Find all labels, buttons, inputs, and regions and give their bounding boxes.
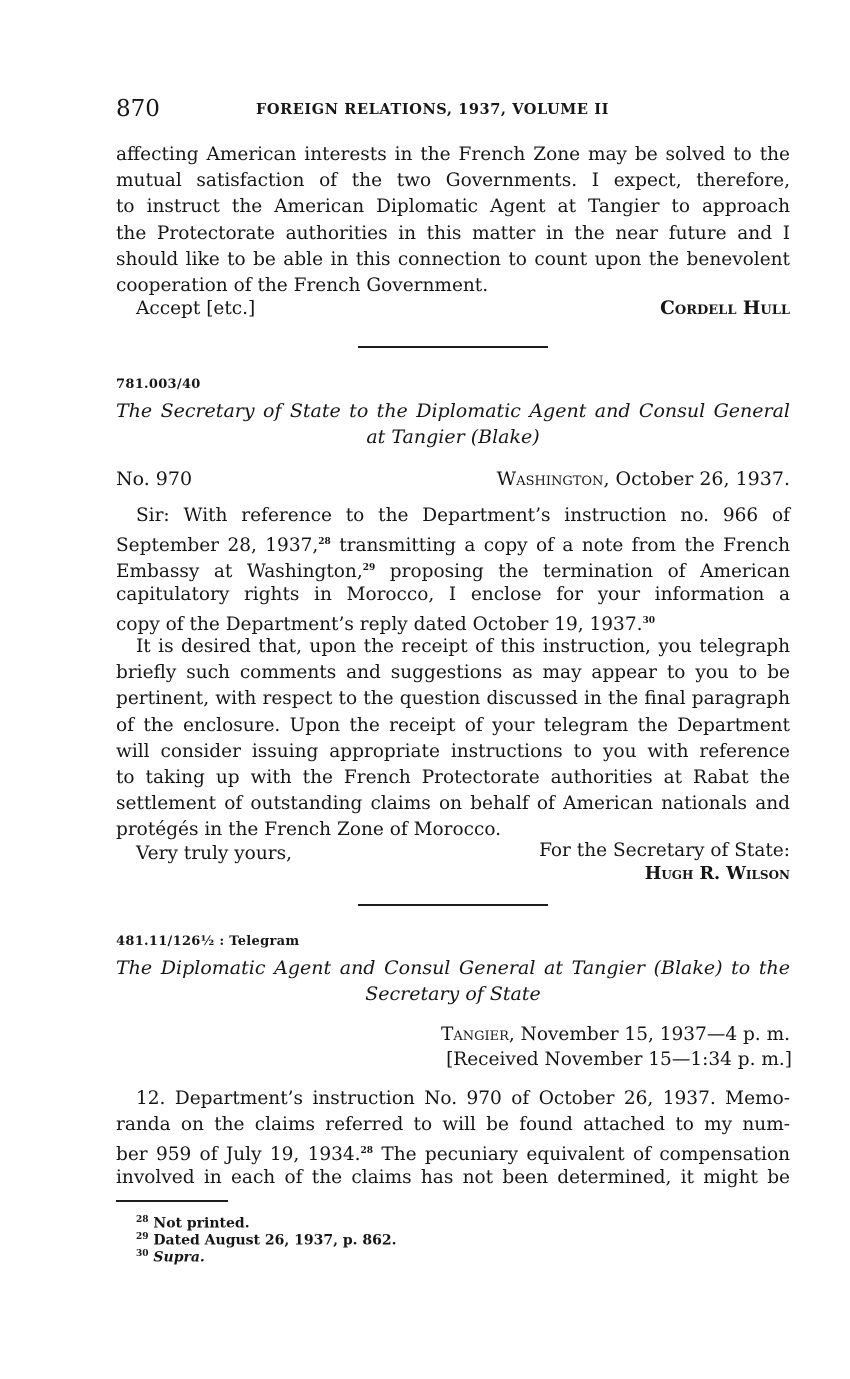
footnote-mark: 30 bbox=[136, 1249, 149, 1259]
text-segment: proposing the termination of American bbox=[375, 561, 790, 583]
footnote-text: Dated August 26, 1937, p. 862. bbox=[153, 1232, 397, 1249]
file-number: 481.11/126½ : Telegram bbox=[116, 934, 300, 949]
text-line: Sir: With reference to the Department’s instruction no. 966 of bbox=[136, 505, 790, 526]
footnote-ref: 30 bbox=[642, 615, 656, 626]
text-line: mutual satisfaction of the two Governments. I expect, therefore, bbox=[116, 170, 790, 192]
text-line: involved in each of the claims has not been determined, it might be bbox=[116, 1166, 790, 1188]
telegram-dateline bbox=[441, 1024, 790, 1045]
text-line: pertinent, with respect to the question discussed in the final paragraph bbox=[116, 688, 790, 710]
for-secretary-line: For the Secretary of State: bbox=[539, 840, 790, 861]
text-line: 12. Department’s instruction No. 970 of October 26, 1937. Memo- bbox=[136, 1088, 790, 1109]
document-title bbox=[116, 955, 790, 1007]
dateline-date: , November 15, 1937—4 p. m. bbox=[508, 1024, 790, 1045]
footnote-30 bbox=[136, 1246, 205, 1267]
signature-cordell-hull: Cordell Hull bbox=[660, 298, 790, 319]
text-line: briefly such comments and suggestions as may appear to you to be bbox=[116, 662, 790, 684]
footnote-ref: 28 bbox=[360, 1146, 374, 1157]
dateline-date: , October 26, 1937. bbox=[603, 468, 790, 490]
text-line: randa on the claims referred to will be found attached to my num- bbox=[116, 1114, 790, 1136]
text-line bbox=[116, 1138, 790, 1164]
title-line: The Diplomatic Agent and Consul General at Tangier (Blake) to the bbox=[116, 957, 790, 979]
running-title: FOREIGN RELATIONS, 1937, VOLUME II bbox=[256, 101, 610, 118]
text-line bbox=[116, 555, 790, 581]
text-line: the Protectorate authorities in this matter in the near future and I bbox=[116, 222, 790, 244]
text-line: to taking up with the French Protectorate authorities at Rabat the bbox=[116, 766, 790, 788]
text-line: affecting American interests in the French Zone may be solved to the bbox=[116, 144, 790, 165]
instruction-number: No. 970 bbox=[116, 468, 193, 490]
section-divider bbox=[358, 904, 548, 906]
text-segment: transmitting a copy of a note from the French bbox=[330, 535, 791, 557]
text-segment: copy of the Department’s reply dated October 19, 1937. bbox=[116, 613, 643, 635]
received-line: [Received November 15—1:34 p. m.] bbox=[446, 1049, 792, 1070]
dateline-place: Tangier bbox=[440, 1024, 509, 1045]
footnote-text: Not printed. bbox=[153, 1215, 250, 1232]
section-divider bbox=[358, 346, 548, 348]
text-line: of the enclosure. Upon the receipt of your telegram the Department bbox=[116, 714, 790, 736]
body-paragraph bbox=[116, 1086, 790, 1191]
dateline bbox=[497, 468, 790, 490]
text-line bbox=[116, 529, 790, 555]
page-number: 870 bbox=[116, 96, 160, 122]
title-line: The Secretary of State to the Diplomatic Agent and Consul General bbox=[116, 400, 790, 422]
file-number: 781.003/40 bbox=[116, 377, 201, 392]
text-line: capitulatory rights in Morocco, I enclose for your information a bbox=[116, 583, 790, 605]
text-line bbox=[116, 608, 790, 634]
closing-accept: Accept [etc.] bbox=[136, 298, 256, 319]
footnote-ref: 29 bbox=[362, 563, 376, 574]
document-title bbox=[116, 398, 790, 450]
footnote-mark: 29 bbox=[136, 1232, 149, 1242]
text-line: settlement of outstanding claims on behalf of American nationals and bbox=[116, 793, 790, 815]
body-paragraph bbox=[116, 634, 790, 844]
text-segment: ber 959 of July 19, 1934. bbox=[116, 1144, 361, 1166]
body-paragraph bbox=[116, 503, 790, 634]
signature-hugh-wilson: Hugh R. Wilson bbox=[644, 864, 790, 884]
text-segment: The pecuniary equivalent of compensation bbox=[373, 1144, 791, 1166]
text-segment: Embassy at Washington, bbox=[116, 561, 363, 583]
text-line: cooperation of the French Government. bbox=[116, 274, 489, 296]
text-line: will consider issuing appropriate instructions to you with reference bbox=[116, 740, 790, 762]
closing-very-truly: Very truly yours, bbox=[136, 843, 292, 864]
text-line: should like to be able in this connection to count upon the benevolent bbox=[116, 248, 790, 270]
footnote-mark: 28 bbox=[136, 1215, 149, 1225]
text-line: protégés in the French Zone of Morocco. bbox=[116, 819, 502, 841]
footnote-text: Supra. bbox=[153, 1249, 205, 1266]
text-segment: September 28, 1937, bbox=[116, 535, 319, 557]
footnote-rule bbox=[116, 1200, 228, 1202]
continuation-paragraph bbox=[116, 142, 790, 299]
text-line: It is desired that, upon the receipt of this instruction, you telegraph bbox=[136, 636, 790, 657]
dateline-place: Washington bbox=[496, 468, 604, 490]
text-line: to instruct the American Diplomatic Agent at Tangier to approach bbox=[116, 196, 790, 218]
title-line: Secretary of State bbox=[365, 983, 541, 1006]
title-line: at Tangier (Blake) bbox=[366, 426, 540, 449]
footnote-ref: 28 bbox=[318, 537, 331, 548]
